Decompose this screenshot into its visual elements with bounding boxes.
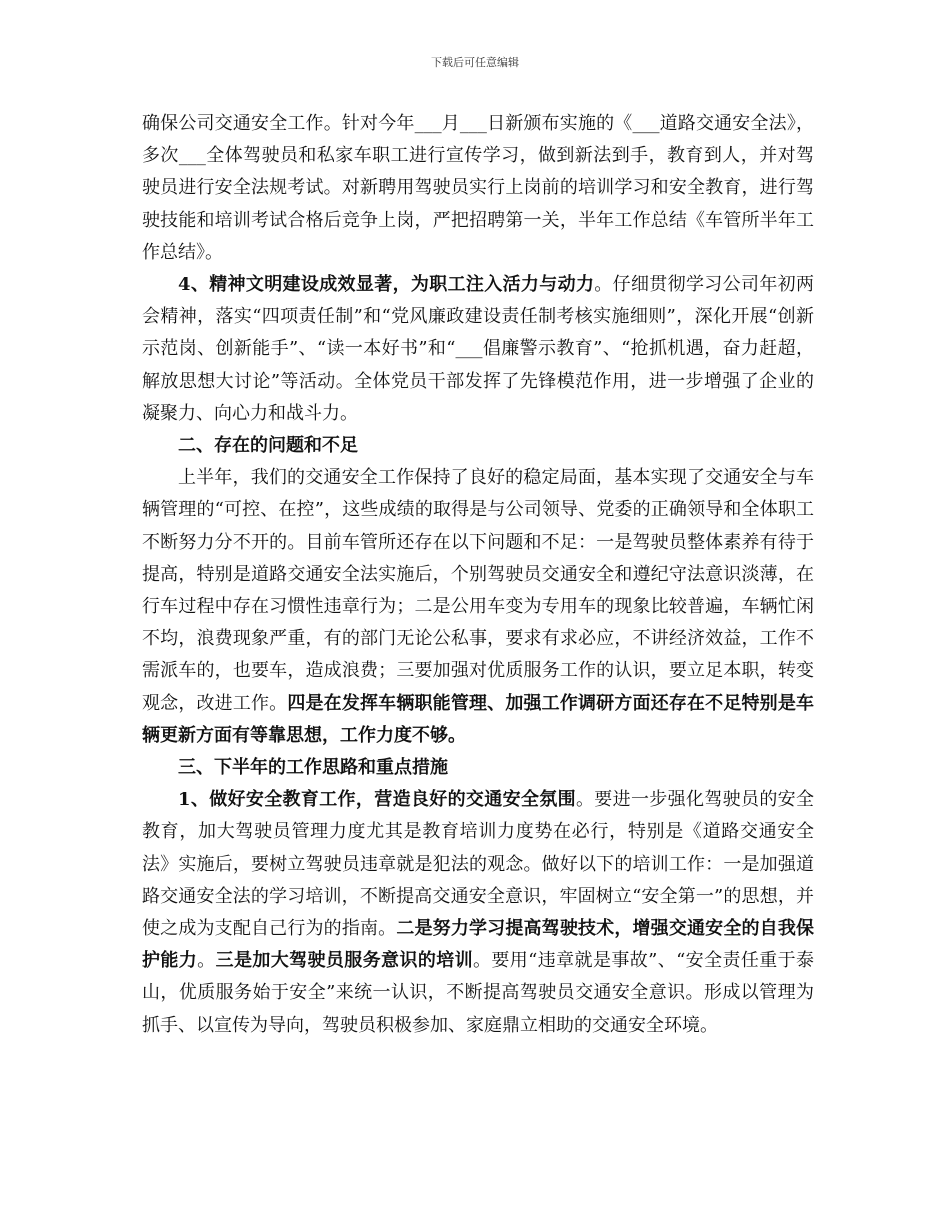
body-text: 确保公司交通安全工作。针对今年___月___日新颁布实施的《___道路交通安全法》，多次___全体驾驶员和私家车职工进行宣传学习，做到新法到手，教育到人，并对驾驶员进行安全法规考试。对新聘用驾驶员实行上岗前的培训学习和安全教育，进行驾驶技能和培训考试合格后竞争上岗，严把招聘第一关，半年工作总结《车管所半年工作总结》。: [142, 113, 814, 263]
body-text: 上半年，我们的交通安全工作保持了良好的稳定局面，基本实现了交通安全与车辆管理的“可控、在控”，这些成绩的取得是与公司领导、党委的正确领导和全体职工不断努力分不开的。目前车管所还存在以下问题和不足：一是驾驶员整体素养有待于提高，特别是道路交通安全法实施后，个别驾驶员交通安全和遵纪守法意识淡薄，在行车过程中存在习惯性违章行为；二是公用车变为专用车的现象比较普遍，车辆忙闲不均，浪费现象严重，有的部门无论公私事，要求有求必应，不讲经济效益，工作不需派车的，也要车，造成浪费；三要加强对优质服务工作的认识，要立足本职，转变观念，改进工作。: [142, 467, 814, 714]
bold-text: 四是在发挥车辆职能管理、加强工作调研方面还存在不足特别是车辆更新方面有等靠思想，工作力度不够。: [142, 692, 815, 746]
paragraph: [142, 269, 814, 430]
bold-text: 二、存在的问题和不足: [178, 435, 358, 457]
paragraph: [142, 108, 814, 269]
paragraph: [142, 752, 814, 784]
body-text: 。仔细贯彻学习公司年初两会精神，落实“四项责任制”和“党风廉政建设责任制考核实施细则”，深化开展“创新示范岗、创新能手”、“读一本好书”和“___倡廉警示教育”、“抢抓机遇，奋力赶超，解放思想大讨论”等活动。全体党员干部发挥了先锋模范作用，进一步增强了企业的凝聚力、向心力和战斗力。: [142, 274, 814, 424]
paragraph: [142, 784, 814, 1042]
body-text: 。: [197, 950, 216, 972]
paragraph: [142, 462, 814, 752]
bold-text: 三是加大驾驶员服务意识的培训: [215, 950, 474, 972]
page-header: 下载后可任意编辑: [431, 56, 519, 69]
bold-text: 三、下半年的工作思路和重点措施: [178, 757, 448, 779]
document-body: [142, 108, 814, 1042]
bold-text: 4、精神文明建设成效显著，为职工注入活力与动力: [178, 274, 595, 296]
bold-text: 二是努力学习提高驾驶技术，增强交通安全的自我保护能力: [142, 918, 815, 972]
paragraph: [142, 430, 814, 462]
body-text: 。要用“违章就是事故”、“安全责任重于泰山，优质服务始于安全”来统一认识，不断提高驾驶员交通安全意识。形成以管理为抓手、以宣传为导向，驾驶员积极参加、家庭鼎立相助的交通安全环境。: [142, 950, 815, 1036]
bold-text: 1、做好安全教育工作，营造良好的交通安全氛围: [178, 789, 576, 811]
body-text: 。要进一步强化驾驶员的安全教育，加大驾驶员管理力度尤其是教育培训力度势在必行，特别是《道路交通安全法》实施后，要树立驾驶员违章就是犯法的观念。做好以下的培训工作：一是加强道路交通安全法的学习培训，不断提高交通安全意识，牢固树立“安全第一”的思想，并使之成为支配自己行为的指南。: [142, 789, 814, 940]
